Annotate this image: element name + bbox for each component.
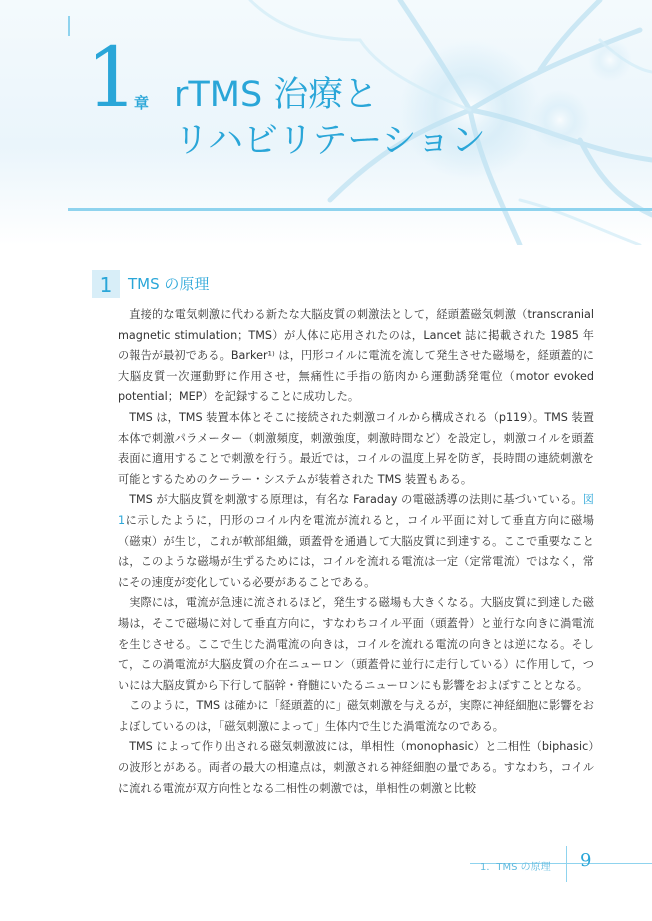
footer-vertical-divider (566, 846, 567, 882)
chapter-title-line1: rTMS 治療と (174, 75, 379, 115)
header-divider-line (68, 208, 652, 211)
section-heading (92, 270, 612, 300)
paragraph-3-part-1: TMS が大脳皮質を刺激する原理は，有名な Faraday の電磁誘導の法則に基づいている。 (129, 493, 583, 507)
paragraph-5: このように，TMS は確かに「経頭蓋的に」磁気刺激を与えるが，実際に神経細胞に影響をおよぼしているのは，「磁気刺激によって」生体内で生じた渦電流なのである。 (118, 699, 594, 733)
page-number: 9 (580, 850, 592, 871)
figure-1-reference-link[interactable]: 図 1 (118, 493, 594, 527)
chapter-title (174, 72, 486, 164)
section-title: TMS の原理 (128, 275, 210, 293)
paragraph-3 (118, 490, 594, 593)
section-number-badge: 1 (92, 270, 120, 298)
paragraph-2: TMS は，TMS 装置本体とそこに接続された刺激コイルから構成される（p119）。TMS 装置本体で刺激パラメーター（刺激頻度，刺激強度，刺激時間など）を設定し，刺激コイルを頭蓋表面に適用することで刺激を行う。最近では，コイルの温度上昇を防ぎ，長時間の連続刺激を可能とするためのクーラー・システムが装着された TMS 装置もある。 (118, 410, 594, 486)
paragraph-6: TMS によって作り出される磁気刺激波には，単相性（monophasic）と二相性（biphasic）の波形とがある。両者の最大の相違点は，刺激される神経細胞の量である。すなわち，コイルに流れる電流が双方向性となる二相性の刺激では，単相性の刺激と比較 (118, 740, 594, 795)
paragraph-1: 直接的な電気刺激に代わる新たな大脳皮質の刺激法として，経頭蓋磁気刺激（transcranial magnetic stimulation；TMS）が人体に応用されたのは，Lancet 誌に掲載された 1985 年の報告が最初である。Barker¹⁾ は，円形コイルに電流を流して発生させた磁場を，経頭蓋的に大脳皮質一次運動野に作用させ，無痛性に手指の筋肉から運動誘発電位（motor evoked potential；MEP）を記録することに成功した。 (118, 308, 594, 404)
chapter-label: 章 (134, 94, 150, 112)
chapter-title-line2: リハビリテーション (174, 121, 486, 161)
chapter-number: 1 (86, 31, 139, 126)
header-accent-tick (68, 16, 70, 36)
paragraph-3-part-2: に示したように，円形のコイル内を電流が流れると，コイル平面に対して垂直方向に磁場（磁束）が生じ，これが軟部組織，頭蓋骨を通過して大脳皮質に到達する。ここで重要なことは，このような磁場が生ずるためには，コイルを流れる電流は一定（定常電流）ではなく，常にその速度が変化している必要があることである。 (118, 513, 594, 589)
body-text (118, 305, 594, 799)
paragraph-4: 実際には，電流が急速に流されるほど，発生する磁場も大きくなる。大脳皮質に到達した磁場は，そこで磁場に対して垂直方向に，すなわちコイル平面（頭蓋骨）と並行な向きに渦電流を生じさせる。ここで生じた渦電流の向きは，コイルを流れる電流の向きとは逆になる。そして，この渦電流が大脳皮質の介在ニューロン（頭蓋骨に並行に走行している）に作用して，ついには大脳皮質から下行して脳幹・脊髄にいたるニューロンにも影響をおよぼすこととなる。 (118, 596, 594, 692)
footer-section-label: 1．TMS の原理 (480, 862, 551, 873)
